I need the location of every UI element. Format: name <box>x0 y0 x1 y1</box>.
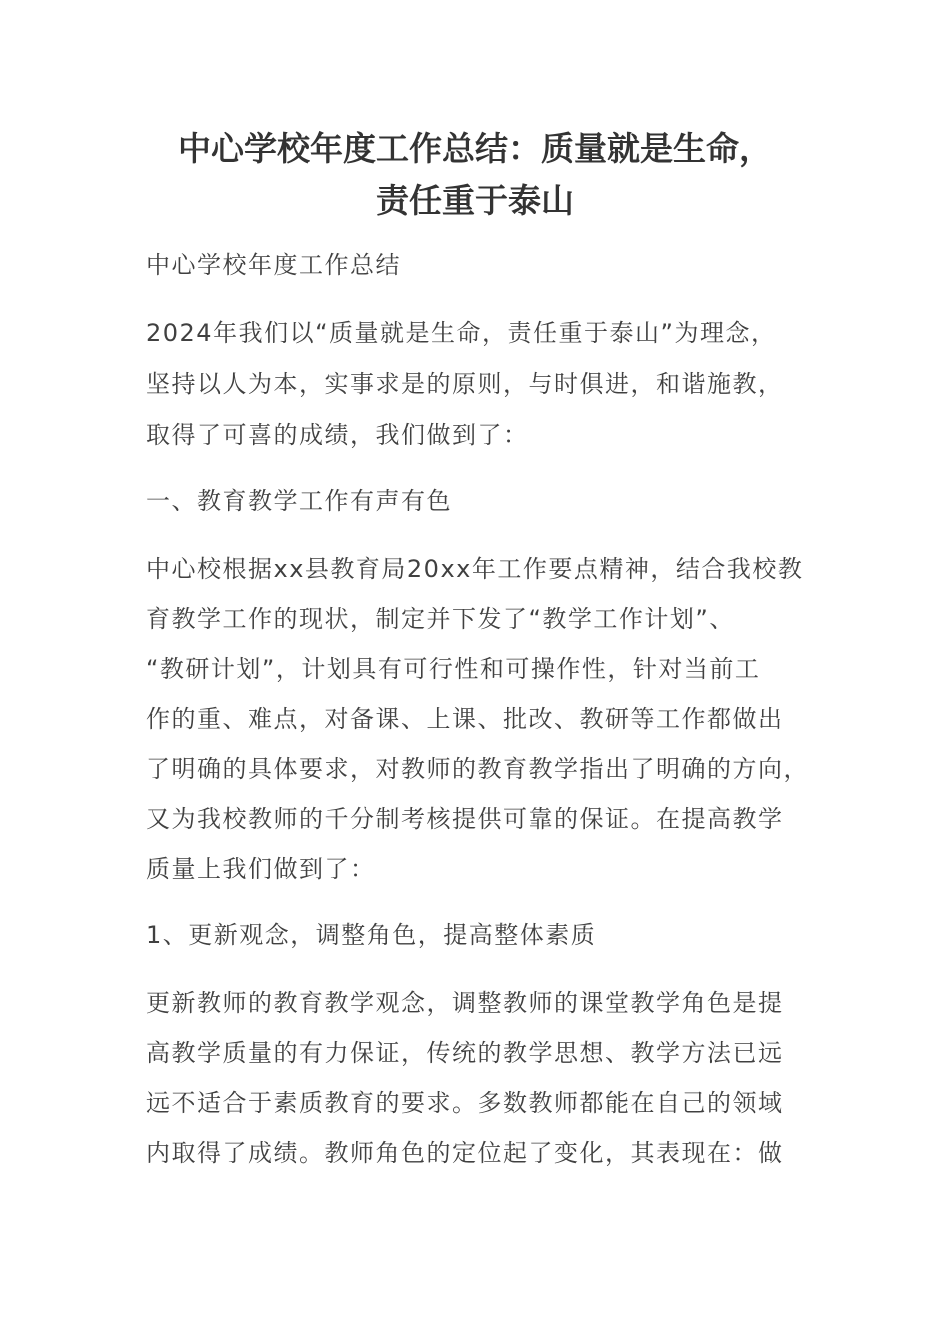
section-1-line-2: 育教学工作的现状，制定并下发了“教学工作计划”、 <box>146 605 735 633</box>
section-1-line-3: “教研计划”，计划具有可行性和可操作性，针对当前工 <box>146 655 761 683</box>
intro-line-2: 坚持以人为本，实事求是的原则，与时俱进，和谐施教， <box>146 370 784 398</box>
section-1-line-1: 中心校根据xx县教育局20xx年工作要点精神，结合我校教 <box>146 555 804 583</box>
subsection-1-line-4: 内取得了成绩。教师角色的定位起了变化，其表现在：做 <box>146 1139 784 1167</box>
subsection-1-line-1: 更新教师的教育教学观念，调整教师的课堂教学角色是提 <box>146 989 784 1017</box>
section-1-line-6: 又为我校教师的千分制考核提供可靠的保证。在提高教学 <box>146 805 784 833</box>
section-1-line-5: 了明确的具体要求，对教师的教育教学指出了明确的方向， <box>146 755 809 783</box>
intro-line-3: 取得了可喜的成绩，我们做到了： <box>146 421 529 449</box>
subsection-1-line-2: 高教学质量的有力保证，传统的教学思想、教学方法已远 <box>146 1039 784 1067</box>
subsection-1-heading: 1、更新观念，调整角色，提高整体素质 <box>146 921 597 949</box>
document-subtitle: 中心学校年度工作总结 <box>146 251 401 279</box>
document-title-line-2: 责任重于泰山 <box>376 181 574 220</box>
section-1-line-7: 质量上我们做到了： <box>146 855 376 883</box>
section-1-heading: 一、教育教学工作有声有色 <box>146 487 452 515</box>
subsection-1-line-3: 远不适合于素质教育的要求。多数教师都能在自己的领域 <box>146 1089 784 1117</box>
document-title-line-1: 中心学校年度工作总结：质量就是生命， <box>178 129 772 168</box>
section-1-line-4: 作的重、难点，对备课、上课、批改、教研等工作都做出 <box>146 705 784 733</box>
intro-line-1: 2024年我们以“质量就是生命，责任重于泰山”为理念， <box>146 319 777 347</box>
